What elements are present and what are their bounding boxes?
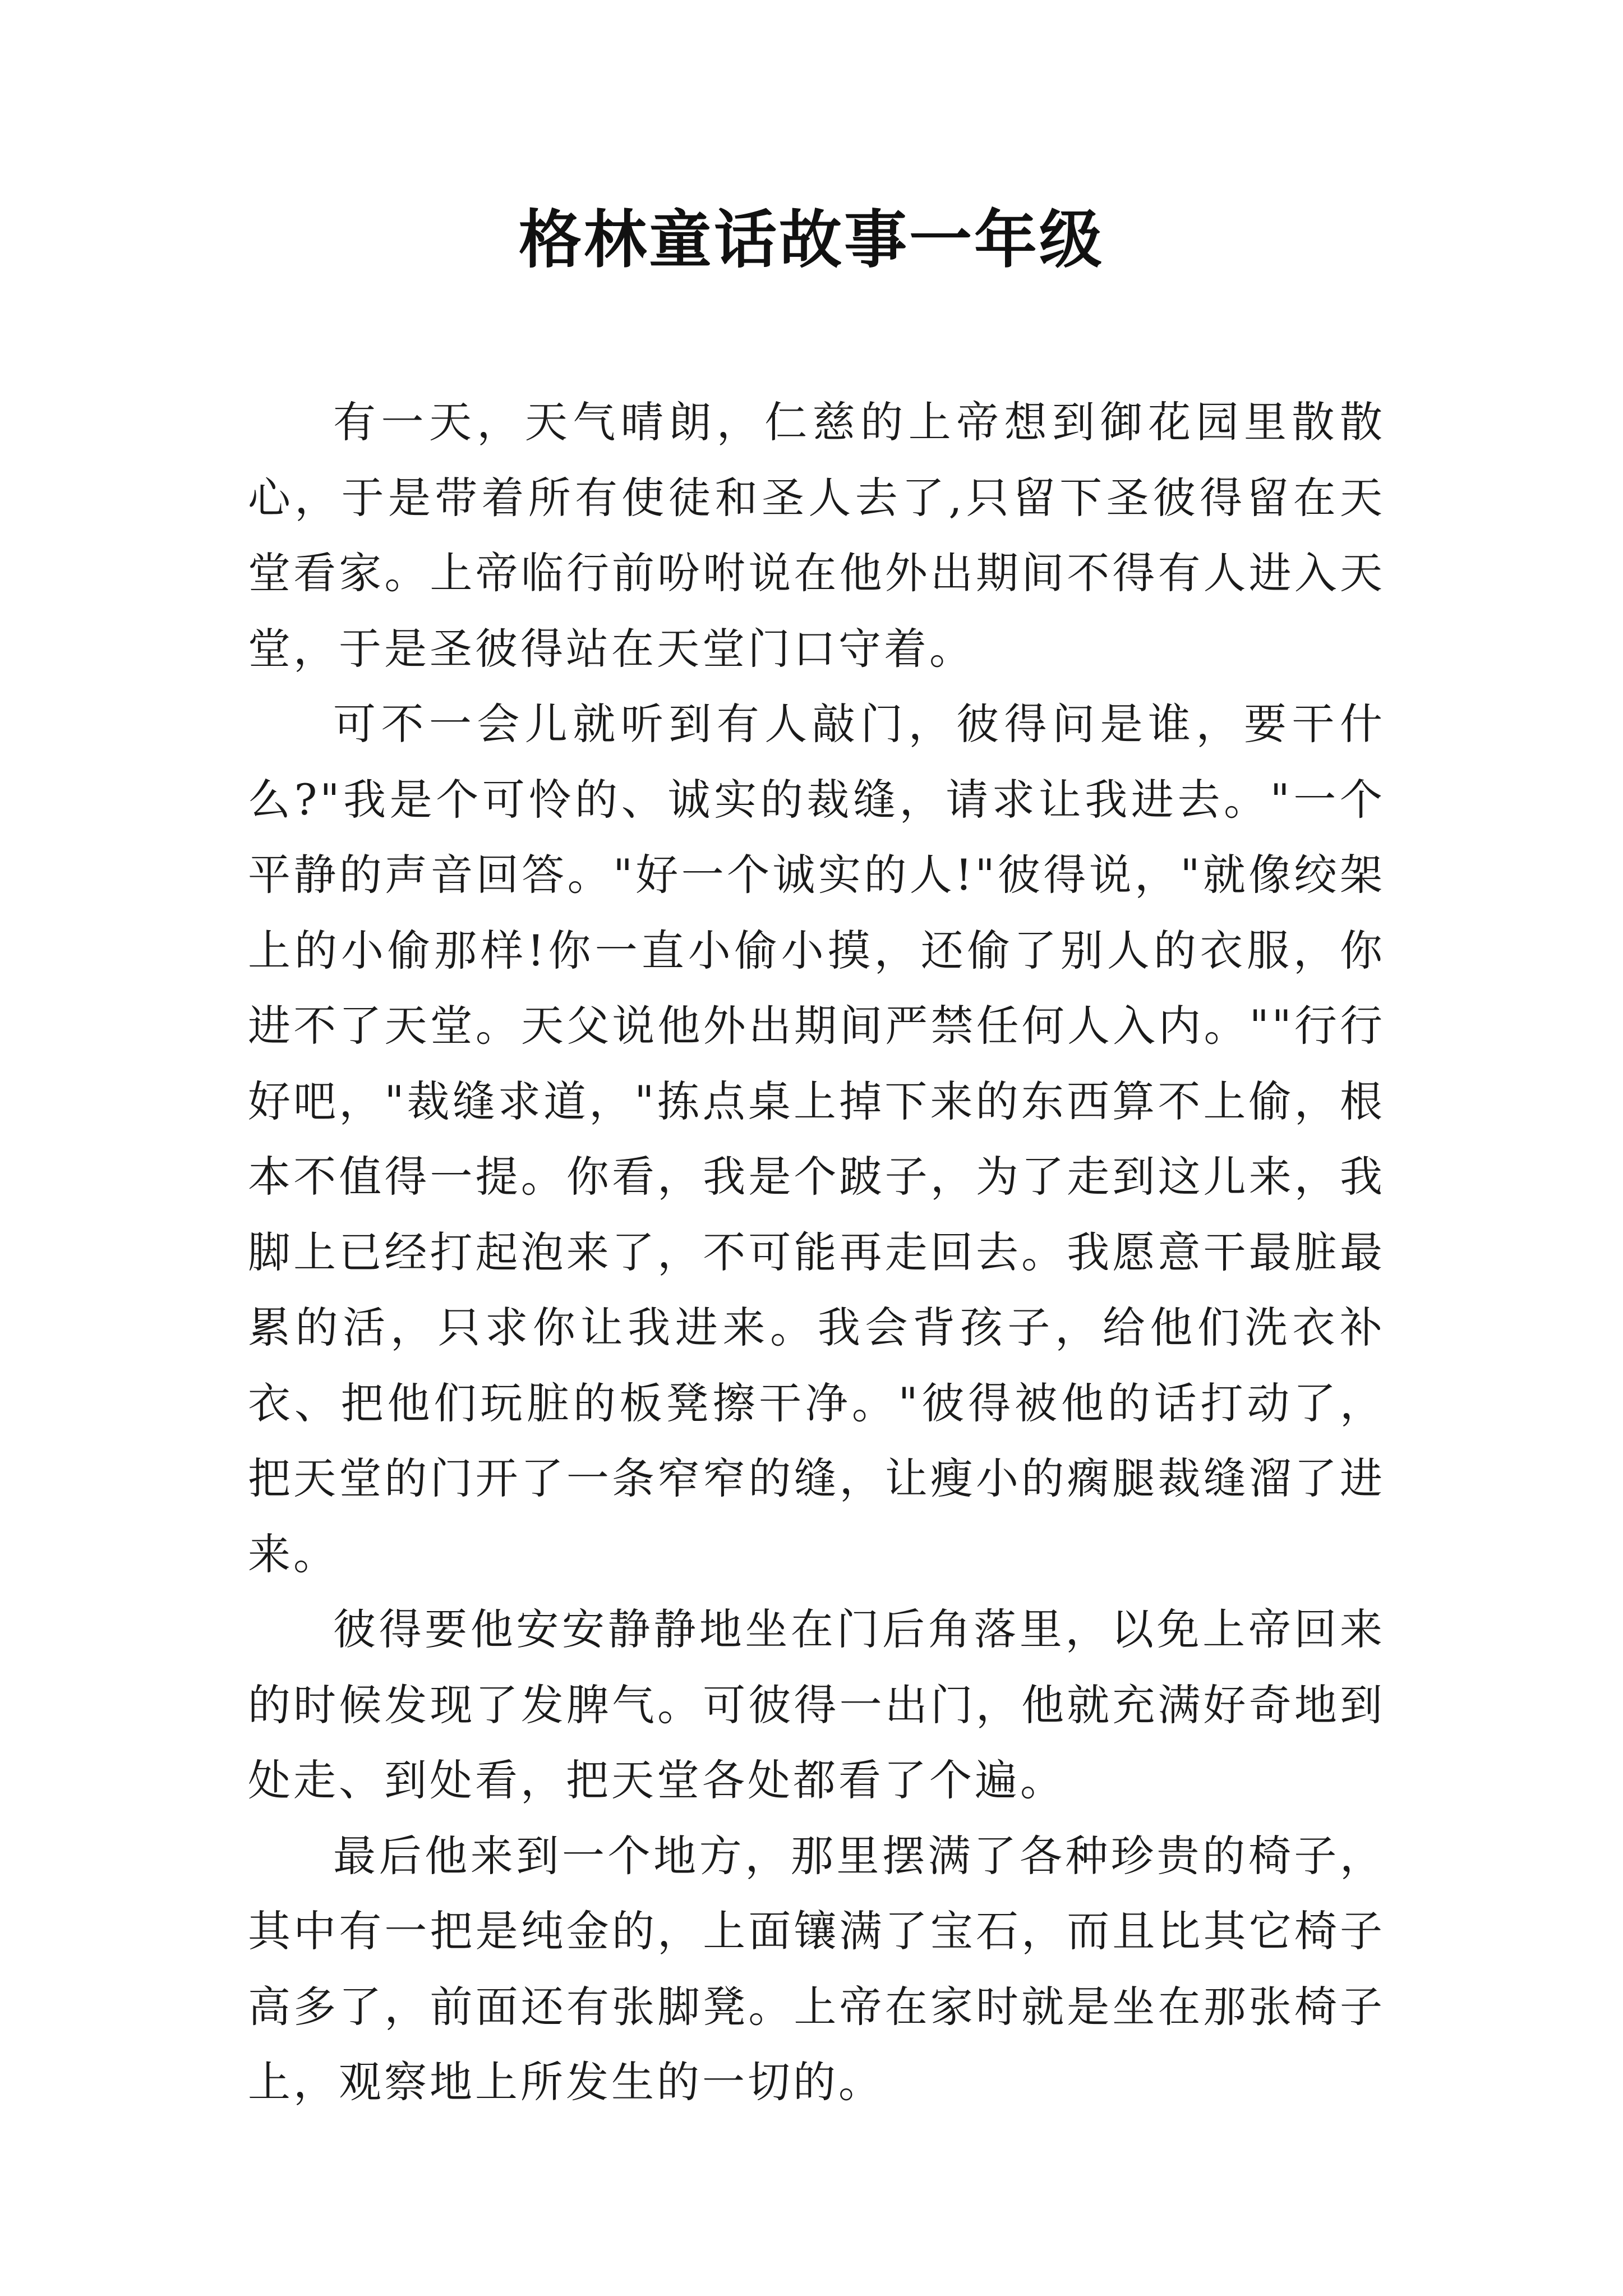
paragraph: 最后他来到一个地方，那里摆满了各种珍贵的椅子，其中有一把是纯金的，上面镶满了宝石，而且比其它椅子高多了，前面还有张脚凳。上帝在家时就是坐在那张椅子上，观察地上所发生的一切的。 <box>248 1830 1385 2107</box>
paragraph: 可不一会儿就听到有人敲门，彼得问是谁，要干什么?"我是个可怜的、诚实的裁缝，请求让我进去。"一个平静的声音回答。"好一个诚实的人!"彼得说，"就像绞架上的小偷那样!你一直小偷小摸，还偷了别人的衣服，你进不了天堂。天父说他外出期间严禁任何人入内。""行行好吧，"裁缝求道，"拣点桌上掉下来的东西算不上偷，根本不值得一提。你看，我是个跛子，为了走到这儿来，我脚上已经打起泡来了，不可能再走回去。我愿意干最脏最累的活，只求你让我进来。我会背孩子，给他们洗衣补衣、把他们玩脏的板凳擦干净。"彼得被他的话打动了，把天堂的门开了一条窄窄的缝，让瘦小的瘸腿裁缝溜了进来。 <box>248 699 1385 1579</box>
document-title: 格林童话故事一年级 <box>519 203 1104 277</box>
paragraph: 彼得要他安安静静地坐在门后角落里，以免上帝回来的时候发现了发脾气。可彼得一出门，他就充满好奇地到处走、到处看，把天堂各处都看了个遍。 <box>248 1604 1385 1805</box>
document-body <box>248 385 1385 2120</box>
paragraph: 有一天，天气晴朗，仁慈的上帝想到御花园里散散心，于是带着所有使徒和圣人去了,只留下圣彼得留在天堂看家。上帝临行前吩咐说在他外出期间不得有人进入天堂，于是圣彼得站在天堂门口守着。 <box>248 397 1385 674</box>
